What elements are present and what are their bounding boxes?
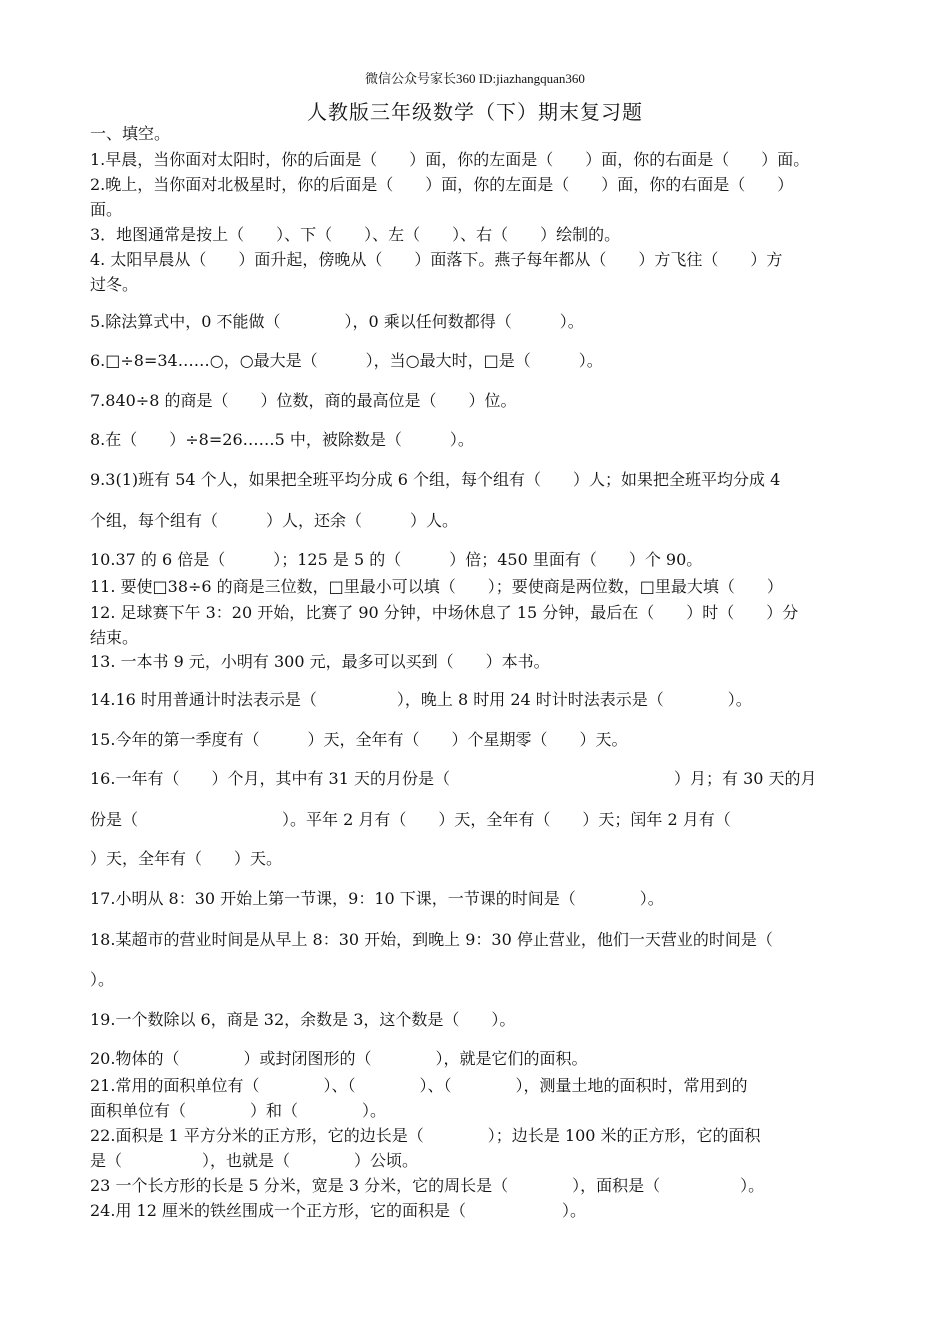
question-line: 10.37 的 6 倍是（ ）；125 是 5 的（ ）倍；450 里面有（ ）个 90。 bbox=[90, 550, 703, 569]
question-line: 1.早晨，当你面对太阳时，你的后面是（ ）面，你的左面是（ ）面，你的右面是（ ）面。 bbox=[90, 150, 810, 169]
question-line: 16.一年有（ ）个月，其中有 31 天的月份是（ ）月；有 30 天的月 bbox=[90, 769, 817, 788]
question-line: 结束。 bbox=[90, 628, 139, 647]
question-line: 个组，每个组有（ ）人，还余（ ）人。 bbox=[90, 511, 459, 530]
question-line: 5.除法算式中，0 不能做（ ），0 乘以任何数都得（ ）。 bbox=[90, 312, 584, 331]
question-line: 是（ ），也就是（ ）公顷。 bbox=[90, 1151, 419, 1170]
question-line: 11. 要使□38÷6 的商是三位数，□里最小可以填（ ）；要使商是两位数，□里最大填（ ） bbox=[90, 577, 783, 596]
question-line: 面。 bbox=[90, 200, 123, 219]
question-line: 4. 太阳早晨从（ ）面升起，傍晚从（ ）面落下。燕子每年都从（ ）方飞往（ ）方 bbox=[90, 250, 783, 269]
section-heading: 一、填空。 bbox=[90, 124, 171, 143]
question-line: 过冬。 bbox=[90, 275, 139, 294]
question-line: 6.□÷8=34……○，○最大是（ ），当○最大时，□是（ ）。 bbox=[90, 351, 603, 370]
question-line: 面积单位有（ ）和（ ）。 bbox=[90, 1101, 387, 1120]
question-line: 19.一个数除以 6，商是 32，余数是 3，这个数是（ ）。 bbox=[90, 1010, 516, 1029]
question-line: 23 一个长方形的长是 5 分米，宽是 3 分米，它的周长是（ ），面积是（ ）。 bbox=[90, 1176, 765, 1195]
question-line: 22.面积是 1 平方分米的正方形，它的边长是（ ）；边长是 100 米的正方形，它的面积 bbox=[90, 1126, 761, 1145]
question-line: 17.小明从 8：30 开始上第一节课，9：10 下课，一节课的时间是（ ）。 bbox=[90, 889, 664, 908]
question-line: ）。 bbox=[90, 970, 115, 989]
page-title: 人教版三年级数学（下）期末复习题 bbox=[307, 100, 643, 124]
question-line: 2.晚上，当你面对北极星时，你的后面是（ ）面，你的左面是（ ）面，你的右面是（ ） bbox=[90, 175, 794, 194]
question-line: 18.某超市的营业时间是从早上 8：30 开始，到晚上 9：30 停止营业，他们一天营业的时间是（ bbox=[90, 930, 773, 949]
question-line: 20.物体的（ ）或封闭图形的（ ），就是它们的面积。 bbox=[90, 1049, 588, 1068]
question-line: 24.用 12 厘米的铁丝围成一个正方形，它的面积是（ ）。 bbox=[90, 1201, 586, 1220]
question-line: 3．地图通常是按上（ ）、下（ ）、左（ ）、右（ ）绘制的。 bbox=[90, 225, 621, 244]
question-line: 14.16 时用普通计时法表示是（ ），晚上 8 时用 24 时计时法表示是（ ）。 bbox=[90, 690, 752, 709]
question-line: 7.840÷8 的商是（ ）位数，商的最高位是（ ）位。 bbox=[90, 391, 517, 410]
question-line: 12. 足球赛下午 3：20 开始，比赛了 90 分钟，中场休息了 15 分钟，最后在（ ）时（ ）分 bbox=[90, 603, 799, 622]
question-line: 13. 一本书 9 元，小明有 300 元，最多可以买到（ ）本书。 bbox=[90, 652, 550, 671]
question-line: 9.3(1)班有 54 个人，如果把全班平均分成 6 个组，每个组有（ ）人；如果把全班平均分成 4 bbox=[90, 470, 781, 489]
question-line: 21.常用的面积单位有（ ）、（ ）、（ ），测量土地的面积时，常用到的 bbox=[90, 1076, 748, 1095]
header-note: 微信公众号家长360 ID:jiazhangquan360 bbox=[365, 71, 585, 86]
question-line: ）天，全年有（ ）天。 bbox=[90, 849, 283, 868]
question-line: 份是（ ）。平年 2 月有（ ）天，全年有（ ）天；闰年 2 月有（ bbox=[90, 810, 731, 829]
question-line: 15.今年的第一季度有（ ）天，全年有（ ）个星期零（ ）天。 bbox=[90, 730, 628, 749]
question-line: 8.在（ ）÷8=26……5 中，被除数是（ ）。 bbox=[90, 430, 474, 449]
